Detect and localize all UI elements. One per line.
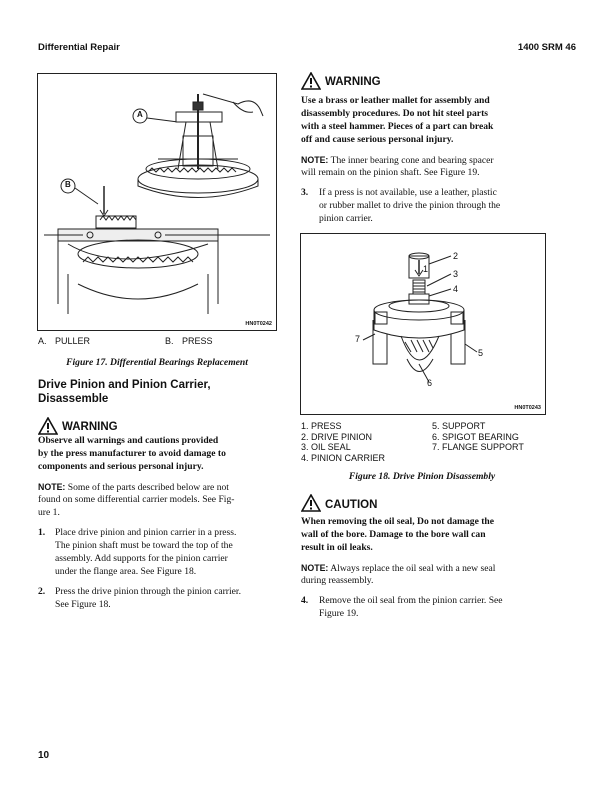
- step-1-line1: Place drive pinion and pinion carrier in a press.: [55, 527, 237, 538]
- fig18-callout-3: 3: [453, 269, 459, 279]
- step-1-line3: assembly. Add supports for the pinion carrier: [55, 553, 228, 564]
- fig18-callout-1: 1: [423, 264, 429, 274]
- note-2-line1: [301, 154, 494, 168]
- note-2-text1: The inner bearing cone and bearing spacer: [330, 155, 494, 166]
- section-title-line2: Disassemble: [38, 393, 109, 405]
- warning-2-line1: Use a brass or leather mallet for assembly and: [301, 95, 490, 106]
- fig18-callout-4: 4: [453, 284, 459, 294]
- note-2-label: NOTE:: [301, 155, 329, 165]
- step-4-line1: Remove the oil seal from the pinion carrier. See: [319, 595, 503, 606]
- note-3-label: NOTE:: [301, 563, 329, 573]
- step-3-line2: or rubber mallet to drive the pinion through the: [319, 200, 501, 211]
- fig18-legend-item-4: 4. PINION CARRIER: [301, 452, 386, 463]
- differential-bearing-drawing: [38, 74, 276, 330]
- note-3-line2: during reassembly.: [301, 575, 374, 586]
- fig17-legend-a-key: A.: [38, 336, 47, 346]
- callout-a: A: [137, 110, 143, 119]
- fig18-callout-5: 5: [478, 348, 484, 358]
- fig18-callout-7: 7: [355, 334, 361, 344]
- step-1-line4: under the flange area. See Figure 18.: [55, 566, 197, 577]
- fig18-legend-item-6: 6. SPIGOT BEARING: [432, 431, 519, 442]
- warning-icon: [301, 72, 321, 90]
- figure-17-illustration: [37, 73, 277, 331]
- step-3-number: 3.: [301, 187, 309, 198]
- step-1-number: 1.: [38, 527, 46, 538]
- header-left: Differential Repair: [38, 42, 120, 53]
- note-1-line2: found on some differential carrier models. See Fig-: [38, 494, 235, 505]
- note-1-line3: ure 1.: [38, 507, 60, 518]
- step-1-line2: The pinion shaft must be toward the top of the: [55, 540, 233, 551]
- fig18-legend-item-5: 5. SUPPORT: [432, 421, 486, 431]
- warning-2-line4: off and cause serious personal injury.: [301, 134, 454, 145]
- warning-1-line2: by the press manufacturer to avoid damage to: [38, 448, 226, 459]
- note-3-line1: [301, 562, 495, 576]
- note-3-text1: Always replace the oil seal with a new seal: [330, 563, 496, 574]
- caution-line3: result in oil leaks.: [301, 542, 373, 553]
- drive-pinion-drawing: [301, 234, 545, 414]
- note-2-line2: will remain on the pinion shaft. See Figure 19.: [301, 167, 480, 178]
- figure-18-caption: Figure 18. Drive Pinion Disassembly: [348, 471, 496, 482]
- warning-icon: [38, 417, 58, 435]
- section-title-line1: Drive Pinion and Pinion Carrier,: [38, 379, 211, 391]
- callout-b: B: [65, 180, 71, 189]
- fig18-legend-right: [432, 421, 524, 453]
- fig17-legend-b-key: B.: [165, 336, 174, 346]
- step-2-number: 2.: [38, 586, 46, 597]
- fig17-legend-b: PRESS: [182, 336, 213, 346]
- fig18-legend-item-2: 2. DRIVE PINION: [301, 431, 373, 442]
- caution-title: CAUTION: [325, 499, 378, 511]
- note-1-label: NOTE:: [38, 482, 66, 492]
- warning-1-title: WARNING: [62, 421, 118, 433]
- caution-line2: wall of the bore. Damage to the bore wall can: [301, 529, 486, 540]
- figure-18-illustration: [300, 233, 546, 415]
- fig18-legend-item-1: 1. PRESS: [301, 421, 342, 431]
- fig18-legend-left: [301, 421, 385, 463]
- warning-1-line1: Observe all warnings and cautions provided: [38, 435, 219, 446]
- fig18-callout-2: 2: [453, 251, 459, 261]
- header-right: 1400 SRM 46: [517, 42, 576, 53]
- step-2-line2: See Figure 18.: [55, 599, 111, 610]
- step-2-line1: Press the drive pinion through the pinion carrier.: [55, 586, 241, 597]
- note-1-text1: Some of the parts described below are not: [67, 482, 229, 493]
- caution-icon: [301, 494, 321, 512]
- warning-2-line3: with a steel hammer. Pieces of a part can break: [301, 121, 494, 132]
- fig18-legend-item-3: 3. OIL SEAL: [301, 442, 351, 452]
- caution-line1: When removing the oil seal, Do not damage the: [301, 516, 495, 527]
- figure-17-caption: Figure 17. Differential Bearings Replacement: [66, 357, 248, 368]
- figure-17-code: HN0T0242: [245, 321, 272, 327]
- fig17-legend-a: PULLER: [55, 336, 91, 346]
- warning-1-line3: components and serious personal injury.: [38, 461, 204, 472]
- step-3-line3: pinion carrier.: [319, 213, 373, 224]
- note-1-line1: [38, 481, 229, 495]
- fig18-callout-6: 6: [427, 378, 433, 388]
- warning-2-title: WARNING: [325, 76, 381, 88]
- warning-2-line2: disassembly procedures. Do not hit steel parts: [301, 108, 488, 119]
- page-number: 10: [38, 750, 50, 761]
- step-4-number: 4.: [301, 595, 309, 606]
- figure-18-code: HN0T0243: [514, 405, 541, 411]
- fig18-legend-item-7: 7. FLANGE SUPPORT: [432, 442, 524, 452]
- step-3-line1: If a press is not available, use a leather, plastic: [319, 187, 497, 198]
- step-4-line2: Figure 19.: [319, 608, 359, 619]
